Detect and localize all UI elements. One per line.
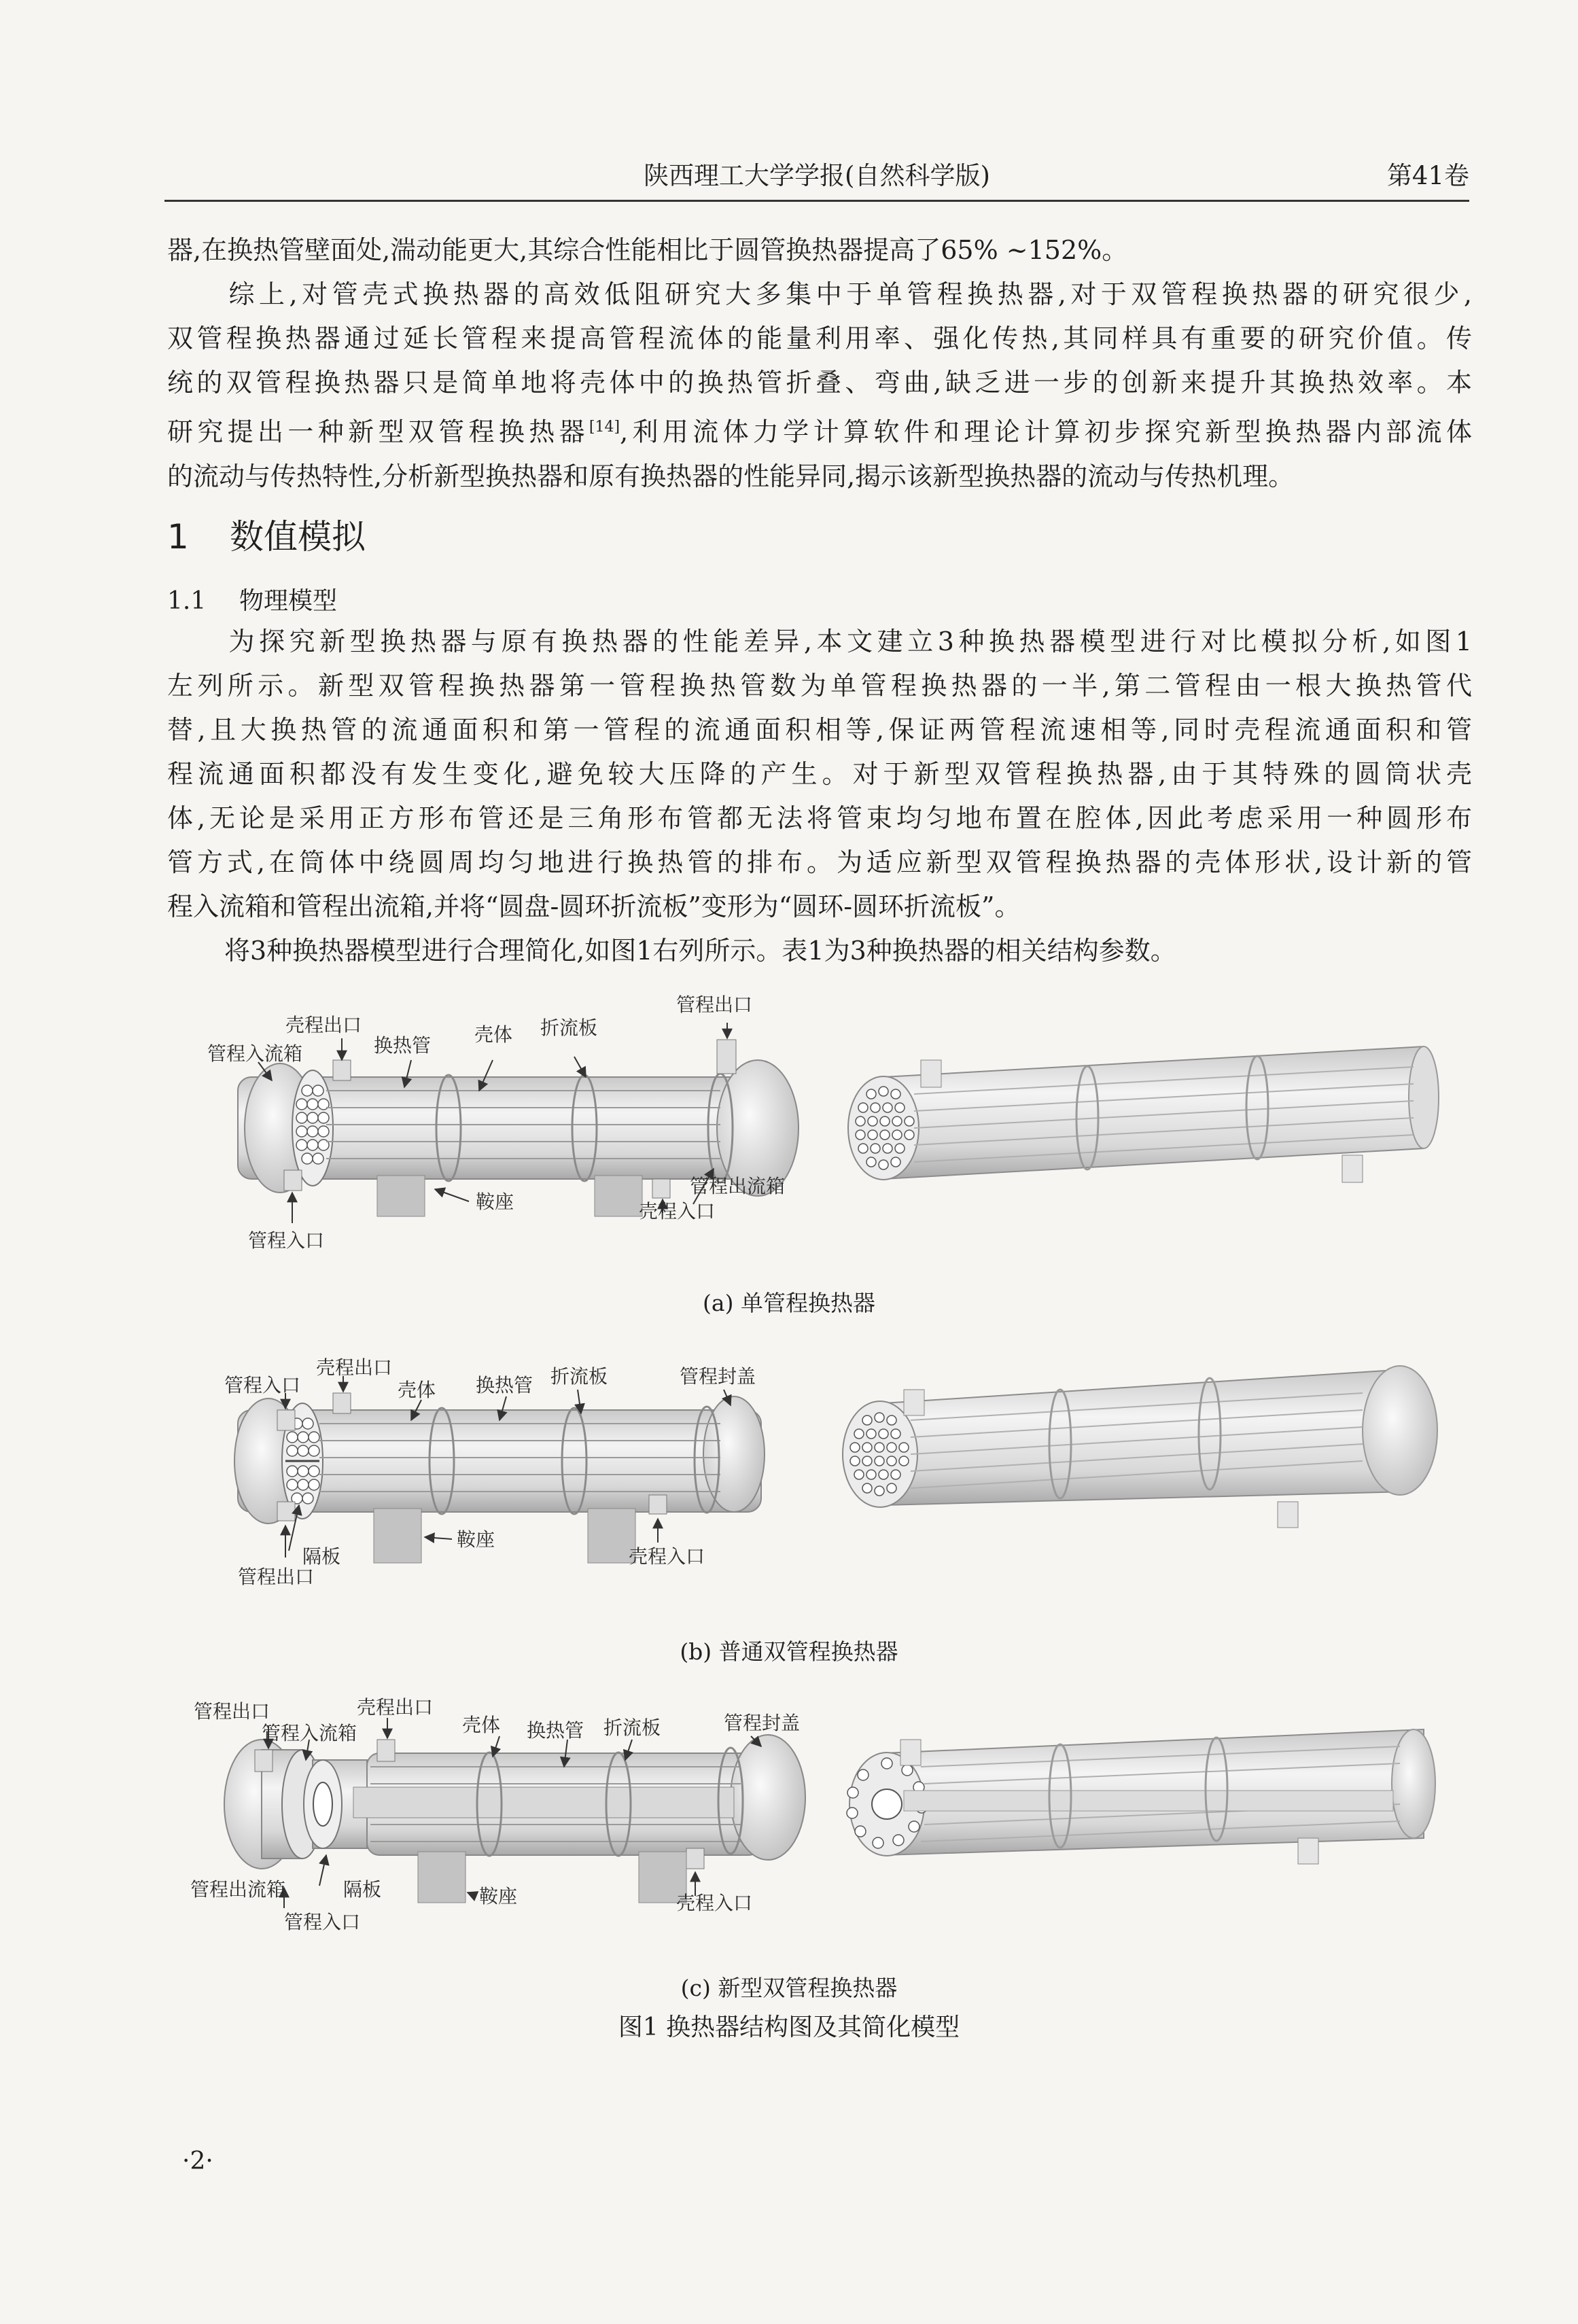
- panel-a-caption: (a) 单管程换热器: [703, 1290, 875, 1316]
- label-tube-cap: 管程封盖: [724, 1712, 801, 1734]
- label-shell: 壳体: [398, 1379, 436, 1401]
- panel-b-structure-diagram: [224, 1356, 765, 1588]
- text-line: 管方式,在筒体中绕圆周均匀地进行换热管的排布。为适应新型双管程换热器的壳体形状,设计新的管: [167, 847, 1472, 877]
- text-line: 的流动与传热特性,分析新型换热器和原有换热器的性能异同,揭示该新型换热器的流动与传热机理。: [167, 461, 1295, 491]
- label-tube-inlet: 管程入口: [248, 1229, 325, 1252]
- subsection-heading: 1.1 物理模型: [167, 587, 338, 615]
- text-line: 程流通面积都没有发生变化,避免较大压降的产生。对于新型双管程换热器,由于其特殊的圆筒状壳: [167, 759, 1472, 789]
- panel-c-caption: (c) 新型双管程换热器: [680, 1975, 898, 2001]
- label-tube-outlet: 管程出口: [194, 1700, 270, 1723]
- label-tube-inlet-box: 管程入流箱: [207, 1042, 303, 1065]
- label-shell-outlet: 壳程出口: [357, 1696, 434, 1719]
- label-tube: 换热管: [476, 1374, 533, 1396]
- text-line: 将3种换热器模型进行合理简化,如图1右列所示。表1为3种换热器的相关结构参数。: [224, 936, 1176, 966]
- text-line: 程入流箱和管程出流箱,并将“圆盘-圆环折流板”变形为“圆环-圆环折流板”。: [167, 892, 1021, 921]
- label-shell: 壳体: [474, 1023, 513, 1046]
- label-shell-outlet: 壳程出口: [316, 1356, 393, 1379]
- volume-number: 第41卷: [1386, 161, 1469, 190]
- label-tube-outlet: 管程出口: [676, 993, 753, 1016]
- label-tube-inlet: 管程入口: [224, 1374, 301, 1396]
- panel-a-simplified-model: [848, 1046, 1439, 1182]
- panel-c-structure-diagram: [190, 1696, 805, 1933]
- label-baffle: 折流板: [540, 1017, 598, 1039]
- label-saddle: 鞍座: [479, 1885, 518, 1907]
- label-shell-inlet: 壳程入口: [629, 1545, 705, 1568]
- label-partition: 隔板: [302, 1545, 341, 1568]
- label-tube-inlet-box: 管程入流箱: [262, 1722, 357, 1744]
- panel-b-caption: (b) 普通双管程换热器: [680, 1638, 898, 1665]
- panel-b-simplified-model: [843, 1366, 1437, 1528]
- text-line: 为探究新型换热器与原有换热器的性能差异,本文建立3种换热器模型进行对比模拟分析,如图1: [224, 627, 1472, 656]
- label-tube-outlet-box: 管程出流箱: [690, 1175, 786, 1197]
- label-shell: 壳体: [462, 1714, 501, 1736]
- text-line: 左列所示。新型双管程换热器第一管程换热管数为单管程换热器的一半,第二管程由一根大换热管代: [167, 671, 1472, 701]
- label-baffle: 折流板: [603, 1716, 661, 1739]
- label-shell-inlet: 壳程入口: [639, 1200, 716, 1222]
- text-line: 器,在换热管壁面处,湍动能更大,其综合性能相比于圆管换热器提高了65% ~152%。: [167, 235, 1128, 265]
- text-line: 双管程换热器通过延长管程来提高管程流体的能量利用率、强化传热,其同样具有重要的研究价值。传: [167, 323, 1472, 353]
- text-line: 综上,对管壳式换热器的高效低阻研究大多集中于单管程换热器,对于双管程换热器的研究很少,: [224, 279, 1472, 309]
- figure-caption: 图1 换热器结构图及其简化模型: [618, 2013, 960, 2041]
- page-number: ·2·: [182, 2147, 213, 2175]
- label-tube-inlet: 管程入口: [284, 1911, 361, 1933]
- label-tube-outlet-box: 管程出流箱: [190, 1878, 286, 1901]
- section-heading: 1 数值模拟: [167, 517, 366, 557]
- text-line: 研究提出一种新型双管程换热器[14],利用流体力学计算软件和理论计算初步探究新型换热器内部流体: [167, 417, 1472, 447]
- label-baffle: 折流板: [550, 1365, 608, 1388]
- citation[interactable]: [14]: [589, 419, 620, 436]
- panel-c-simplified-model: [847, 1729, 1435, 1864]
- label-saddle: 鞍座: [457, 1528, 495, 1551]
- journal-name: 陕西理工大学学报(自然科学版): [644, 161, 990, 190]
- label-partition: 隔板: [343, 1878, 382, 1901]
- label-tube: 换热管: [374, 1034, 432, 1057]
- label-shell-inlet: 壳程入口: [676, 1892, 753, 1914]
- text-line: 统的双管程换热器只是简单地将壳体中的换热管折叠、弯曲,缺乏进一步的创新来提升其换热效率。本: [167, 368, 1472, 398]
- panel-a-structure-diagram: [207, 993, 799, 1252]
- text-line: 替,且大换热管的流通面积和第一管程的流通面积相等,保证两管程流速相等,同时壳程流通面积和管: [167, 715, 1472, 745]
- label-shell-outlet: 壳程出口: [285, 1014, 362, 1036]
- text-line: 体,无论是采用正方形布管还是三角形布管都无法将管束均匀地布置在腔体,因此考虑采用一种圆形布: [167, 803, 1472, 833]
- label-tube: 换热管: [527, 1719, 584, 1742]
- label-tube-cap: 管程封盖: [680, 1365, 756, 1388]
- label-tube-outlet: 管程出口: [238, 1566, 315, 1588]
- label-saddle: 鞍座: [476, 1191, 514, 1213]
